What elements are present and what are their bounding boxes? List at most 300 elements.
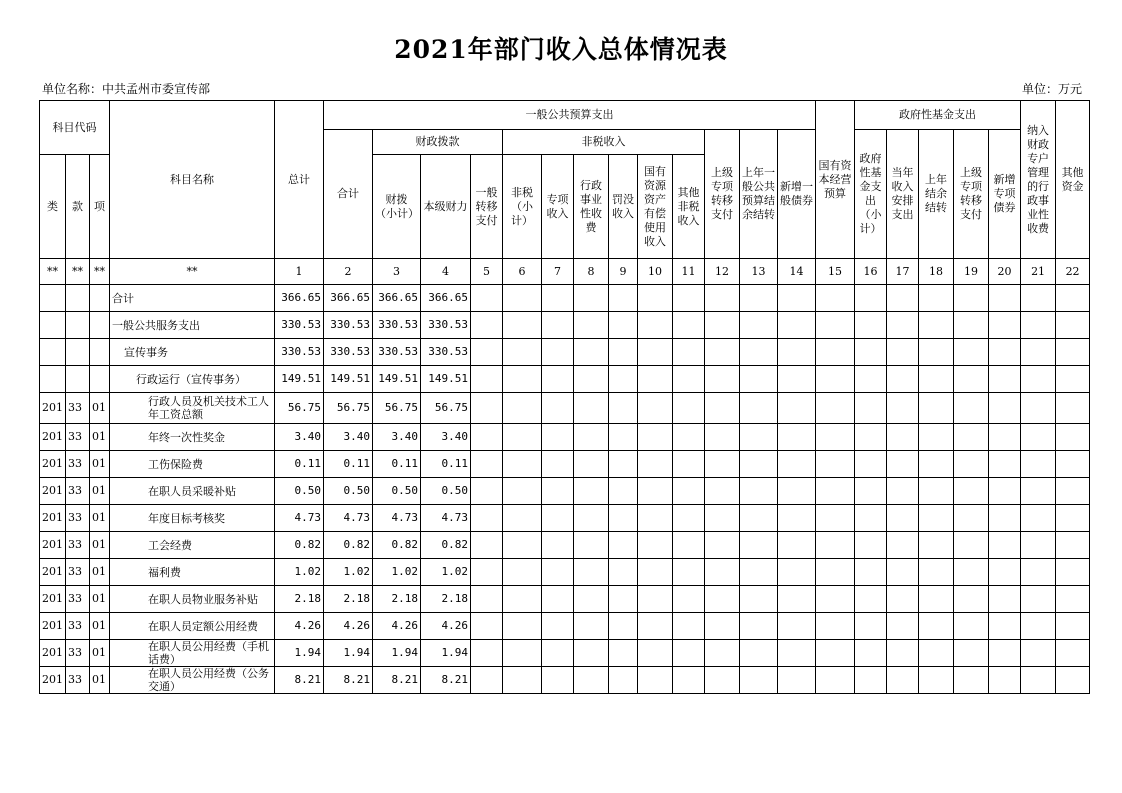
cell-empty	[1021, 312, 1056, 339]
cell-empty	[919, 532, 954, 559]
cell-empty	[574, 640, 609, 667]
cell-subject-name: 行政人员及机关技术工人年工资总额	[110, 393, 275, 424]
cell-subject-name: 年度目标考核奖	[110, 505, 275, 532]
cell-subject-name: 在职人员物业服务补贴	[110, 586, 275, 613]
cell-empty	[673, 505, 705, 532]
cell-empty	[471, 478, 503, 505]
cell-lei: 201	[40, 559, 66, 586]
header-total: 总计	[275, 101, 324, 259]
header-fiscal-appropriation: 财政拨款	[373, 130, 503, 155]
cell-empty	[954, 478, 989, 505]
column-index-row	[40, 259, 1090, 285]
cell-empty	[855, 285, 887, 312]
cell-empty	[705, 613, 740, 640]
cell-empty	[705, 451, 740, 478]
cell-empty	[778, 586, 816, 613]
header-fiscal-subtotal: 财拨（小计）	[373, 155, 421, 259]
cell-empty	[705, 339, 740, 366]
cell-empty	[1021, 505, 1056, 532]
column-index-cell: 10	[638, 259, 673, 285]
cell-empty	[638, 393, 673, 424]
cell-empty	[673, 559, 705, 586]
cell-empty	[778, 559, 816, 586]
cell-empty	[574, 505, 609, 532]
cell-kuan	[66, 285, 90, 312]
column-index-cell: 2	[324, 259, 373, 285]
column-index-cell: 16	[855, 259, 887, 285]
cell-sum: 4.73	[324, 505, 373, 532]
cell-empty	[954, 613, 989, 640]
cell-local-fiscal: 330.53	[421, 312, 471, 339]
cell-empty	[887, 559, 919, 586]
cell-sum: 1.02	[324, 559, 373, 586]
cell-empty	[638, 312, 673, 339]
cell-empty	[542, 312, 574, 339]
cell-lei	[40, 285, 66, 312]
cell-empty	[919, 478, 954, 505]
cell-total: 149.51	[275, 366, 324, 393]
cell-empty	[705, 285, 740, 312]
cell-empty	[503, 424, 542, 451]
cell-fiscal-subtotal: 0.82	[373, 532, 421, 559]
column-index-cell: **	[66, 259, 90, 285]
cell-subject-name: 年终一次性奖金	[110, 424, 275, 451]
cell-empty	[919, 667, 954, 694]
cell-empty	[989, 339, 1021, 366]
cell-lei: 201	[40, 478, 66, 505]
cell-kuan: 33	[66, 613, 90, 640]
cell-empty	[887, 366, 919, 393]
cell-total: 366.65	[275, 285, 324, 312]
cell-empty	[705, 532, 740, 559]
cell-xiang: 01	[90, 613, 110, 640]
cell-empty	[471, 393, 503, 424]
cell-xiang	[90, 312, 110, 339]
cell-empty	[740, 559, 778, 586]
cell-total: 0.82	[275, 532, 324, 559]
cell-local-fiscal: 330.53	[421, 339, 471, 366]
column-index-cell: 13	[740, 259, 778, 285]
cell-empty	[855, 532, 887, 559]
cell-empty	[740, 586, 778, 613]
cell-empty	[1056, 559, 1090, 586]
cell-xiang: 01	[90, 667, 110, 694]
cell-fiscal-subtotal: 4.73	[373, 505, 421, 532]
cell-empty	[471, 613, 503, 640]
cell-empty	[816, 586, 855, 613]
cell-empty	[471, 532, 503, 559]
cell-empty	[1056, 532, 1090, 559]
cell-empty	[887, 312, 919, 339]
cell-empty	[574, 586, 609, 613]
cell-kuan: 33	[66, 667, 90, 694]
cell-total: 3.40	[275, 424, 324, 451]
cell-empty	[989, 393, 1021, 424]
cell-lei: 201	[40, 424, 66, 451]
cell-empty	[740, 532, 778, 559]
cell-empty	[989, 559, 1021, 586]
cell-empty	[954, 640, 989, 667]
cell-empty	[574, 451, 609, 478]
cell-empty	[855, 613, 887, 640]
cell-empty	[887, 613, 919, 640]
cell-empty	[673, 478, 705, 505]
cell-empty	[503, 339, 542, 366]
cell-sum: 366.65	[324, 285, 373, 312]
cell-lei	[40, 312, 66, 339]
cell-empty	[574, 559, 609, 586]
column-index-cell: 9	[609, 259, 638, 285]
cell-empty	[503, 285, 542, 312]
column-index-cell: 1	[275, 259, 324, 285]
cell-empty	[740, 393, 778, 424]
cell-fiscal-subtotal: 1.94	[373, 640, 421, 667]
cell-total: 1.94	[275, 640, 324, 667]
cell-empty	[471, 424, 503, 451]
column-index-cell: 14	[778, 259, 816, 285]
cell-empty	[705, 366, 740, 393]
cell-empty	[778, 424, 816, 451]
cell-empty	[503, 366, 542, 393]
cell-empty	[778, 393, 816, 424]
cell-empty	[954, 366, 989, 393]
cell-empty	[1021, 586, 1056, 613]
cell-empty	[609, 559, 638, 586]
cell-empty	[471, 366, 503, 393]
cell-empty	[638, 285, 673, 312]
cell-empty	[740, 667, 778, 694]
cell-sum: 2.18	[324, 586, 373, 613]
cell-empty	[1056, 424, 1090, 451]
cell-kuan: 33	[66, 586, 90, 613]
cell-empty	[740, 312, 778, 339]
cell-empty	[574, 613, 609, 640]
cell-empty	[503, 505, 542, 532]
cell-empty	[638, 339, 673, 366]
cell-empty	[503, 451, 542, 478]
cell-empty	[855, 451, 887, 478]
cell-empty	[673, 451, 705, 478]
table-row	[40, 640, 1090, 667]
cell-kuan: 33	[66, 532, 90, 559]
cell-empty	[609, 424, 638, 451]
cell-empty	[542, 451, 574, 478]
header-local-fiscal: 本级财力	[421, 155, 471, 259]
cell-sum: 0.50	[324, 478, 373, 505]
cell-empty	[673, 613, 705, 640]
cell-empty	[855, 559, 887, 586]
cell-empty	[1056, 613, 1090, 640]
table-row	[40, 339, 1090, 366]
cell-empty	[609, 613, 638, 640]
cell-local-fiscal: 4.26	[421, 613, 471, 640]
cell-kuan: 33	[66, 393, 90, 424]
cell-empty	[778, 312, 816, 339]
cell-empty	[673, 424, 705, 451]
cell-fiscal-subtotal: 330.53	[373, 312, 421, 339]
cell-empty	[574, 393, 609, 424]
table-row	[40, 613, 1090, 640]
cell-empty	[503, 613, 542, 640]
header-upper-special-transfer-2: 上级专项转移支付	[954, 130, 989, 259]
cell-empty	[855, 505, 887, 532]
cell-empty	[816, 424, 855, 451]
cell-empty	[989, 505, 1021, 532]
header-kuan: 款	[66, 155, 90, 259]
cell-empty	[609, 285, 638, 312]
cell-empty	[609, 339, 638, 366]
cell-empty	[919, 640, 954, 667]
column-index-cell: 12	[705, 259, 740, 285]
cell-kuan	[66, 312, 90, 339]
cell-empty	[887, 586, 919, 613]
cell-empty	[542, 559, 574, 586]
header-gov-fund-subtotal: 政府性基金支出（小计）	[855, 130, 887, 259]
cell-sum: 0.11	[324, 451, 373, 478]
cell-empty	[887, 451, 919, 478]
cell-empty	[954, 393, 989, 424]
cell-lei: 201	[40, 613, 66, 640]
cell-fiscal-subtotal: 3.40	[373, 424, 421, 451]
table-row	[40, 478, 1090, 505]
cell-empty	[1056, 312, 1090, 339]
cell-empty	[609, 366, 638, 393]
cell-empty	[574, 366, 609, 393]
cell-empty	[954, 312, 989, 339]
cell-empty	[542, 366, 574, 393]
cell-empty	[816, 478, 855, 505]
cell-empty	[574, 285, 609, 312]
cell-fiscal-subtotal: 0.50	[373, 478, 421, 505]
cell-empty	[503, 478, 542, 505]
header-current-year-arrange: 当年收入安排支出	[887, 130, 919, 259]
cell-empty	[1056, 393, 1090, 424]
cell-empty	[954, 339, 989, 366]
cell-empty	[954, 559, 989, 586]
cell-empty	[542, 285, 574, 312]
cell-empty	[855, 339, 887, 366]
table-row	[40, 424, 1090, 451]
cell-empty	[989, 532, 1021, 559]
cell-empty	[989, 366, 1021, 393]
cell-subject-name: 行政运行（宣传事务）	[110, 366, 275, 393]
cell-empty	[609, 667, 638, 694]
cell-empty	[778, 640, 816, 667]
cell-total: 4.26	[275, 613, 324, 640]
cell-empty	[989, 613, 1021, 640]
cell-empty	[609, 393, 638, 424]
cell-empty	[740, 339, 778, 366]
cell-local-fiscal: 1.02	[421, 559, 471, 586]
cell-empty	[705, 393, 740, 424]
cell-empty	[503, 393, 542, 424]
cell-empty	[919, 613, 954, 640]
cell-empty	[887, 532, 919, 559]
cell-empty	[1021, 532, 1056, 559]
cell-subject-name: 在职人员定额公用经费	[110, 613, 275, 640]
cell-empty	[609, 478, 638, 505]
cell-fiscal-subtotal: 366.65	[373, 285, 421, 312]
cell-empty	[609, 451, 638, 478]
cell-empty	[471, 451, 503, 478]
cell-local-fiscal: 56.75	[421, 393, 471, 424]
cell-empty	[1056, 451, 1090, 478]
cell-kuan	[66, 339, 90, 366]
cell-kuan: 33	[66, 478, 90, 505]
cell-empty	[542, 532, 574, 559]
cell-sum: 4.26	[324, 613, 373, 640]
header-prev-year-carryover: 上年一般公共预算结余结转	[740, 130, 778, 259]
cell-empty	[1056, 586, 1090, 613]
cell-empty	[638, 667, 673, 694]
cell-subject-name: 在职人员采暖补贴	[110, 478, 275, 505]
cell-empty	[673, 312, 705, 339]
cell-empty	[542, 478, 574, 505]
cell-xiang: 01	[90, 640, 110, 667]
cell-empty	[855, 640, 887, 667]
cell-empty	[740, 285, 778, 312]
cell-empty	[638, 505, 673, 532]
cell-empty	[740, 478, 778, 505]
cell-empty	[855, 312, 887, 339]
column-index-cell: 15	[816, 259, 855, 285]
cell-empty	[705, 667, 740, 694]
table-row	[40, 586, 1090, 613]
cell-xiang	[90, 285, 110, 312]
cell-subject-name: 宣传事务	[110, 339, 275, 366]
cell-lei: 201	[40, 451, 66, 478]
column-index-cell: 18	[919, 259, 954, 285]
cell-empty	[673, 640, 705, 667]
cell-lei: 201	[40, 505, 66, 532]
cell-sum: 330.53	[324, 312, 373, 339]
cell-empty	[542, 586, 574, 613]
cell-empty	[542, 667, 574, 694]
cell-total: 8.21	[275, 667, 324, 694]
cell-sum: 330.53	[324, 339, 373, 366]
header-subject-code: 科目代码	[40, 101, 110, 155]
cell-local-fiscal: 0.82	[421, 532, 471, 559]
cell-empty	[1056, 640, 1090, 667]
cell-empty	[1056, 339, 1090, 366]
cell-empty	[471, 559, 503, 586]
cell-subject-name: 一般公共服务支出	[110, 312, 275, 339]
cell-kuan: 33	[66, 559, 90, 586]
cell-empty	[471, 667, 503, 694]
column-index-cell: 21	[1021, 259, 1056, 285]
cell-empty	[673, 532, 705, 559]
cell-empty	[887, 640, 919, 667]
cell-xiang: 01	[90, 478, 110, 505]
cell-empty	[673, 339, 705, 366]
cell-empty	[919, 312, 954, 339]
cell-empty	[778, 667, 816, 694]
cell-empty	[471, 505, 503, 532]
cell-xiang: 01	[90, 451, 110, 478]
cell-empty	[471, 339, 503, 366]
cell-empty	[1021, 559, 1056, 586]
cell-empty	[705, 586, 740, 613]
column-index-cell: 5	[471, 259, 503, 285]
cell-total: 56.75	[275, 393, 324, 424]
cell-empty	[740, 366, 778, 393]
cell-empty	[503, 640, 542, 667]
cell-total: 0.11	[275, 451, 324, 478]
header-state-asset: 国有资源资产有偿使用收入	[638, 155, 673, 259]
cell-empty	[954, 451, 989, 478]
header-other-funds: 其他资金	[1056, 101, 1090, 259]
cell-empty	[855, 424, 887, 451]
cell-empty	[638, 532, 673, 559]
header-state-capital: 国有资本经营预算	[816, 101, 855, 259]
cell-empty	[855, 478, 887, 505]
cell-lei: 201	[40, 667, 66, 694]
cell-xiang: 01	[90, 424, 110, 451]
cell-local-fiscal: 2.18	[421, 586, 471, 613]
cell-empty	[574, 532, 609, 559]
cell-empty	[1056, 667, 1090, 694]
column-index-cell: 19	[954, 259, 989, 285]
cell-local-fiscal: 0.50	[421, 478, 471, 505]
table-row	[40, 559, 1090, 586]
income-table	[39, 100, 1090, 694]
cell-subject-name: 工会经费	[110, 532, 275, 559]
cell-empty	[919, 424, 954, 451]
cell-empty	[542, 339, 574, 366]
cell-total: 1.02	[275, 559, 324, 586]
cell-empty	[778, 505, 816, 532]
cell-empty	[1021, 640, 1056, 667]
cell-empty	[816, 559, 855, 586]
cell-lei: 201	[40, 532, 66, 559]
cell-empty	[705, 478, 740, 505]
cell-empty	[1021, 613, 1056, 640]
cell-local-fiscal: 4.73	[421, 505, 471, 532]
cell-empty	[919, 393, 954, 424]
cell-empty	[471, 640, 503, 667]
cell-subject-name: 工伤保险费	[110, 451, 275, 478]
cell-empty	[778, 451, 816, 478]
cell-empty	[1021, 478, 1056, 505]
cell-lei	[40, 339, 66, 366]
cell-empty	[887, 424, 919, 451]
header-non-tax: 非税收入	[503, 130, 705, 155]
cell-total: 0.50	[275, 478, 324, 505]
cell-empty	[855, 667, 887, 694]
cell-empty	[954, 285, 989, 312]
cell-local-fiscal: 3.40	[421, 424, 471, 451]
cell-empty	[740, 451, 778, 478]
cell-empty	[989, 424, 1021, 451]
cell-empty	[887, 393, 919, 424]
cell-empty	[705, 424, 740, 451]
cell-empty	[503, 586, 542, 613]
cell-empty	[855, 586, 887, 613]
column-index-cell: 8	[574, 259, 609, 285]
cell-empty	[609, 586, 638, 613]
cell-xiang: 01	[90, 586, 110, 613]
cell-empty	[816, 339, 855, 366]
cell-empty	[816, 393, 855, 424]
cell-total: 2.18	[275, 586, 324, 613]
cell-empty	[574, 667, 609, 694]
cell-local-fiscal: 1.94	[421, 640, 471, 667]
cell-total: 4.73	[275, 505, 324, 532]
cell-lei	[40, 366, 66, 393]
cell-empty	[638, 586, 673, 613]
cell-empty	[503, 532, 542, 559]
cell-empty	[778, 285, 816, 312]
